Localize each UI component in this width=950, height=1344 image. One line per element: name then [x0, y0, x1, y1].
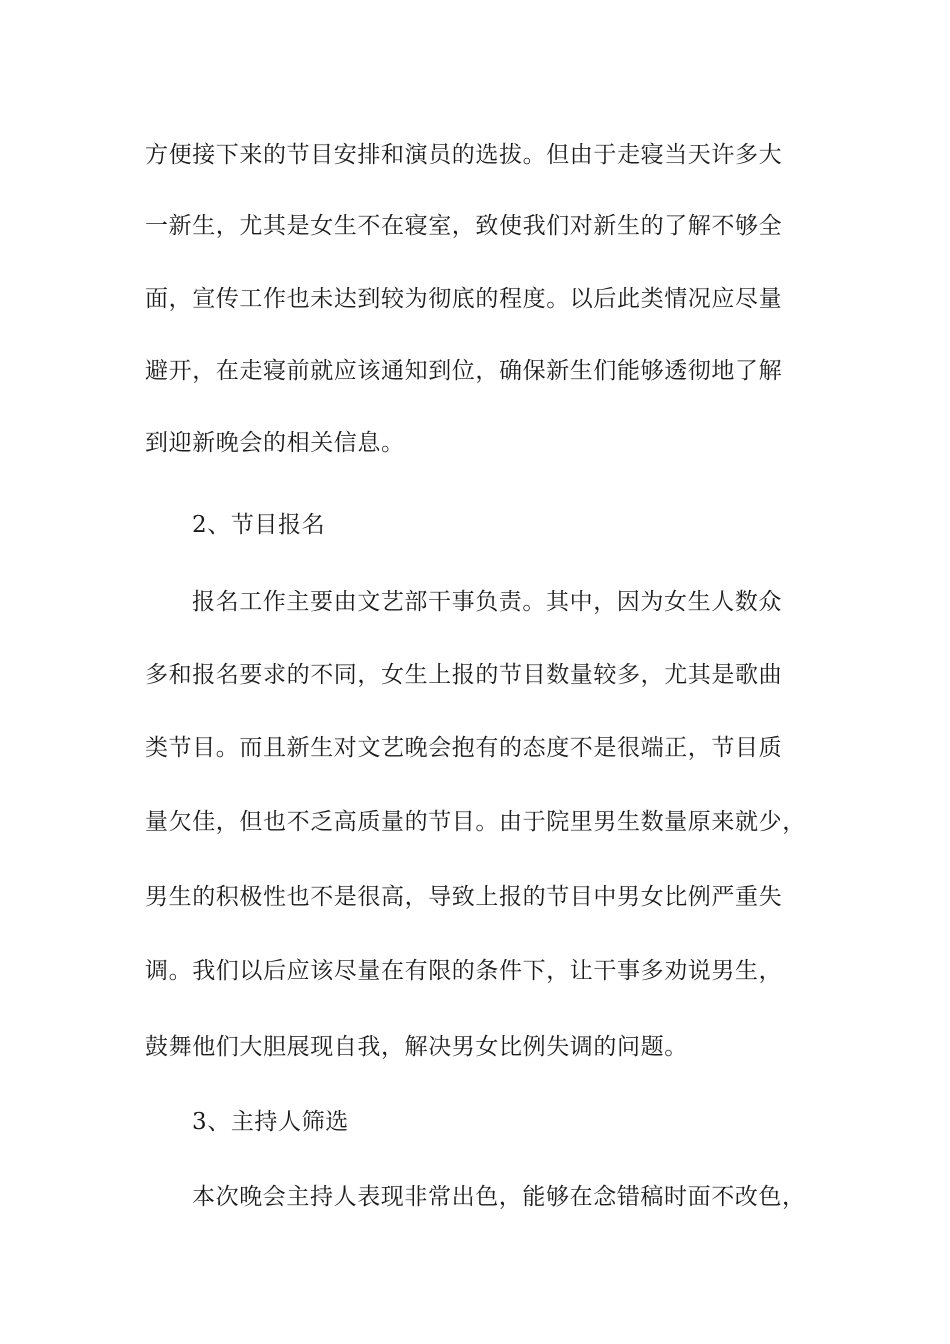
paragraph-2-line-4: 量欠佳，但也不乏高质量的节目。由于院里男生数量原来就少，: [145, 809, 806, 835]
paragraph-2-line-2: 多和报名要求的不同，女生上报的节目数量较多，尤其是歌曲: [145, 662, 783, 688]
paragraph-1-line-5: 到迎新晚会的相关信息。: [145, 430, 405, 456]
paragraph-1-line-1: 方便接下来的节目安排和演员的选拔。但由于走寝当天许多大: [145, 142, 783, 168]
paragraph-2-line-7: 鼓舞他们大胆展现自我，解决男女比例失调的问题。: [145, 1034, 688, 1060]
paragraph-2-line-1: 报名工作主要由文艺部干事负责。其中，因为女生人数众: [192, 589, 782, 615]
paragraph-2-line-6: 调。我们以后应该尽量在有限的条件下，让干事多劝说男生，: [145, 958, 783, 984]
paragraph-1-line-2: 一新生，尤其是女生不在寝室，致使我们对新生的了解不够全: [145, 213, 783, 239]
paragraph-2-line-3: 类节目。而且新生对文艺晚会抱有的态度不是很端正，节目质: [145, 735, 783, 761]
paragraph-2-line-5: 男生的积极性也不是很高，导致上报的节目中男女比例严重失: [145, 884, 783, 910]
paragraph-3-line-1: 本次晚会主持人表现非常出色，能够在念错稿时面不改色，: [192, 1184, 806, 1210]
section-heading-3: 3、主持人筛选: [192, 1109, 349, 1135]
paragraph-1-line-4: 避开，在走寝前就应该通知到位，确保新生们能够透彻地了解: [145, 358, 783, 384]
section-heading-2: 2、节目报名: [192, 512, 326, 538]
paragraph-1-line-3: 面，宣传工作也未达到较为彻底的程度。以后此类情况应尽量: [145, 286, 783, 312]
